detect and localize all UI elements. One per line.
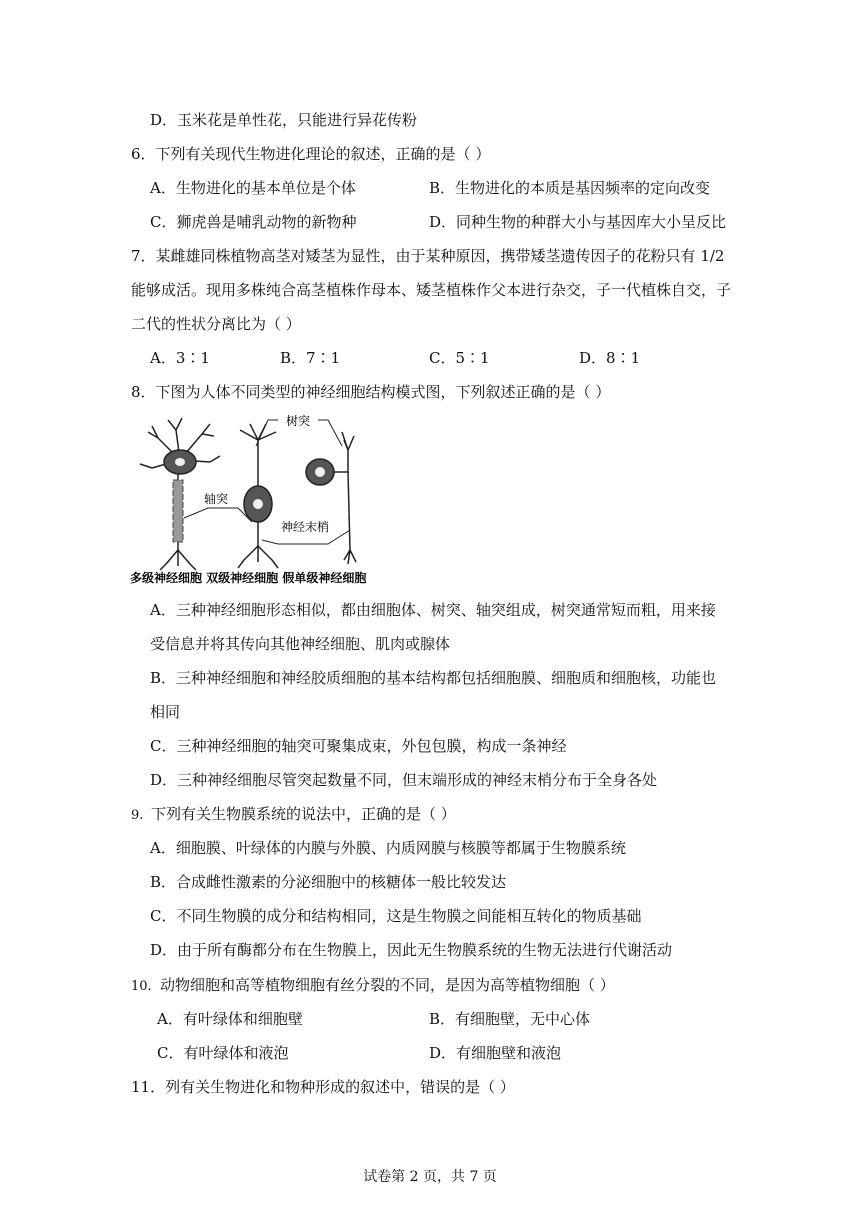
figure-caption: 多级神经细胞 双级神经细胞 假单级神经细胞 <box>130 571 367 585</box>
q9-stem: 下列有关生物膜系统的说法中，正确的是（ ） <box>151 805 456 823</box>
q6-stem: 6．下列有关现代生物进化理论的叙述，正确的是（ ） <box>131 145 491 163</box>
q8-option-a-line2: 受信息并将其传向其他神经细胞、肌肉或腺体 <box>150 635 451 653</box>
q10-option-a: A．有叶绿体和细胞壁 <box>157 1010 303 1028</box>
q10-stem: 动物细胞和高等植物细胞有丝分裂的不同，是因为高等植物细胞（ ） <box>160 976 615 994</box>
q10-number: 10. <box>131 979 152 994</box>
q7-option-c: C．5∶1 <box>429 349 490 367</box>
q9-option-d: D．由于所有酶都分布在生物膜上，因此无生物膜系统的生物无法进行代谢活动 <box>150 941 673 959</box>
page-footer: 试卷第 2 页，共 7 页 <box>363 1169 497 1185</box>
q8-option-c: C．三种神经细胞的轴突可聚集成束，外包包膜，构成一条神经 <box>150 737 567 755</box>
q6-option-a: A．生物进化的基本单位是个体 <box>150 179 356 197</box>
q9-number: 9. <box>131 808 144 823</box>
neuron-figure <box>128 410 390 588</box>
q5-option-d: D．玉米花是单性花，只能进行异花传粉 <box>150 111 418 129</box>
q8-option-d: D．三种神经细胞尽管突起数量不同，但末端形成的神经末梢分布于全身各处 <box>150 771 658 789</box>
label-dendrite: 树突 <box>285 414 311 428</box>
q10-option-c: C．有叶绿体和液泡 <box>157 1044 289 1062</box>
q9-option-a: A．细胞膜、叶绿体的内膜与外膜、内质网膜与核膜等都属于生物膜系统 <box>150 839 626 857</box>
q7-option-b: B．7∶1 <box>280 349 341 367</box>
q7-stem-line2: 能够成活。现用多株纯合高茎植株作母本、矮茎植株作父本进行杂交，子一代植株自交，子 <box>131 281 732 299</box>
q9-option-b: B．合成雌性激素的分泌细胞中的核糖体一般比较发达 <box>150 873 507 891</box>
q11-stem: 11．列有关生物进化和物种形成的叙述中，错误的是（ ） <box>131 1078 515 1096</box>
q8-option-b-line1: B．三种神经细胞和神经胶质细胞的基本结构都包括细胞膜、细胞质和细胞核，功能也 <box>150 669 717 687</box>
q9-option-c: C．不同生物膜的成分和结构相同，这是生物膜之间能相互转化的物质基础 <box>150 907 642 925</box>
q10-option-d: D．有细胞壁和液泡 <box>429 1044 562 1062</box>
q6-option-c: C．狮虎兽是哺乳动物的新物种 <box>150 213 357 231</box>
q6-option-b: B．生物进化的本质是基因频率的定向改变 <box>429 179 711 197</box>
q8-stem: 8．下图为人体不同类型的神经细胞结构模式图，下列叙述正确的是（ ） <box>131 383 611 401</box>
q8-option-a-line1: A．三种神经细胞形态相似，都由细胞体、树突、轴突组成，树突通常短而粗，用来接 <box>150 601 716 619</box>
bipolar-neuron <box>238 424 278 568</box>
q7-option-a: A．3∶1 <box>150 349 210 367</box>
neuron-diagram <box>128 410 390 588</box>
q6-option-d: D．同种生物的种群大小与基因库大小呈反比 <box>429 213 727 231</box>
q7-option-d: D．8∶1 <box>579 349 641 367</box>
label-nerve-terminal: 神经末梢 <box>280 520 330 534</box>
label-axon: 轴突 <box>203 492 229 506</box>
q7-stem-line1: 7．某雌雄同株植物高茎对矮茎为显性，由于某种原因，携带矮茎遗传因子的花粉只有 1/2 <box>131 247 725 265</box>
q7-stem-line3: 二代的性状分离比为（ ） <box>131 315 301 333</box>
q8-option-b-line2: 相同 <box>150 703 181 721</box>
q10-option-b: B．有细胞壁，无中心体 <box>429 1010 591 1028</box>
